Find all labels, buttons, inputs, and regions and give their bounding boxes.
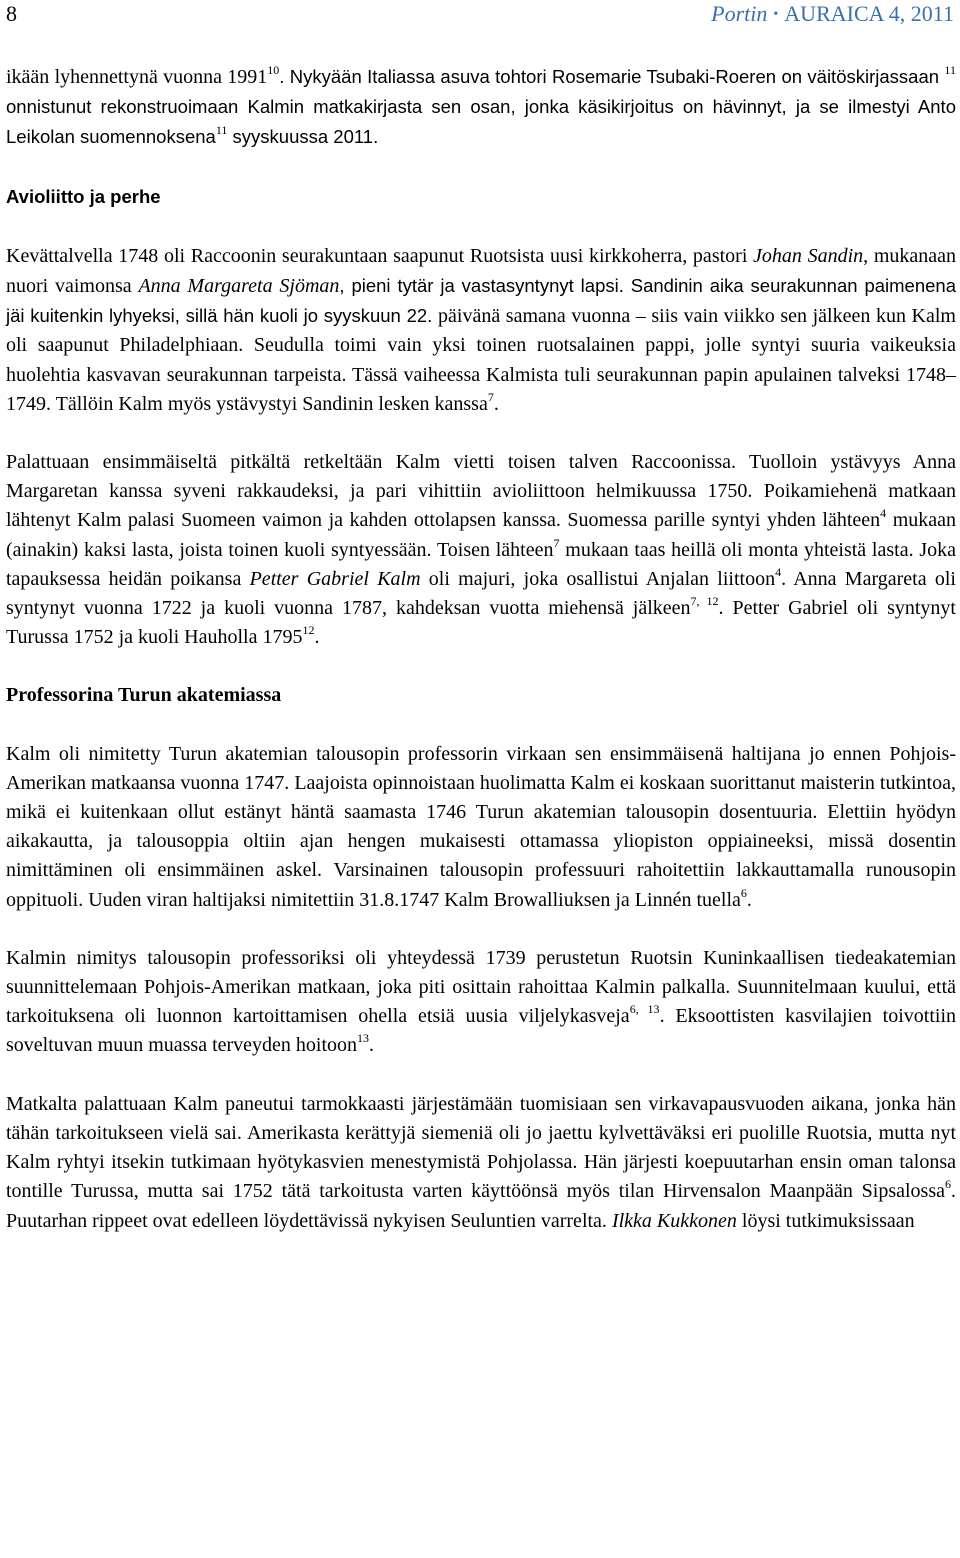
- text-run: Kalmin nimitys talousopin professoriksi oli yhteydessä 1739 perustetun Ruotsin Kuninkaallisen tiedeakatemian suunnittelemaan Pohjois-Amerikan matkaan, joka piti osittain rahoittaa Kalmin palkalla. Suunnitelmaan kuului, että tarkoituksena oli luonnon kartoittamisen ohella etsiä uusia viljelykasveja: [6, 946, 956, 1028]
- paragraph-3: [6, 448, 956, 652]
- text-run: syyskuussa 2011.: [227, 126, 379, 148]
- section-heading-marriage: Avioliitto ja perhe: [6, 185, 161, 207]
- footnote-ref: 4: [775, 564, 782, 579]
- section-heading-professor: Professorina Turun akatemiassa: [6, 684, 282, 707]
- footnote-ref: 4: [880, 506, 887, 521]
- paragraph-6: [6, 1090, 956, 1236]
- footnote-ref: 12: [302, 623, 315, 638]
- text-run: .: [746, 888, 752, 911]
- text-run: .: [493, 392, 499, 415]
- person-name: Petter Gabriel Kalm: [249, 567, 421, 590]
- text-run: Kalm oli nimitetty Turun akatemian talousopin professorin virkaan sen ensimmäisenä haltijana jo ennen Pohjois-Amerikan matkaansa vuonna 1747. Laajoista opinnoistaan huolimatta Kalm ei koskaan suorittanut maisterin tutkintoa, mikä ei kuitenkaan ollut estänyt häntä saamasta 1746 Turun akatemian talousopin dosentuuria. Elettiin hyödyn aikakautta, ja talousoppia oltiin ajan hengen mukaisesti ottamassa yliopiston oppiaineeksi, missä dosentin nimittäminen oli ensimmäinen askel. Varsinainen talousopin professuuri rahoitettiin lakkauttamalla runousopin oppituoli. Uuden viran haltijaksi nimitettiin 31.8.1747 Kalm Browalliuksen ja Linnén tuella: [6, 742, 956, 911]
- text-run: mukaan (ainakin) kaksi lasta, joista toinen kuoli syntyessään. Toisen lähteen: [6, 509, 956, 561]
- text-run: . Anna Margareta oli syntynyt vuonna 1722 ja kuoli vuonna 1787, kahdeksan vuotta miehensä jälkeen: [6, 567, 956, 620]
- footnote-ref: 7: [553, 535, 560, 550]
- running-header: [711, 1, 954, 27]
- text-run: ikään lyhennettynä vuonna 1991: [6, 66, 268, 88]
- running-journal: AURAICA 4, 2011: [784, 1, 954, 26]
- person-name: Ilkka Kukkonen: [611, 1209, 737, 1232]
- footnote-ref: 11: [215, 123, 228, 138]
- text-run: , pieni tytär ja vastasyntynyt lapsi. Sandinin aika seurakunnan paimenena jäi kuitenkin lyhyeksi, sillä hän kuoli jo syyskuun 22.: [6, 275, 956, 327]
- page-header: [0, 0, 960, 36]
- paragraph-4: [6, 740, 956, 915]
- text-run: . Eksoottisten kasvilajien toivottiin soveltuvan muun muassa terveyden hoitoon: [6, 1005, 957, 1057]
- text-run: päivänä samana vuonna – siis vain viikko sen jälkeen kun Kalm oli saapunut Philadelphiaan. Seudulla toimi vain yksi toinen ruotsalainen pappi, jolle syntyi suuria vaikeuksia huolehtia kasvavan seurakunnan tarpeista. Tässä vaiheessa Kalmista tuli seurakunnan papin apulainen talveksi 1748–1749. Tällöin Kalm myös ystävystyi Sandinin lesken kanssa: [6, 305, 956, 415]
- footnote-ref: 6: [945, 1177, 951, 1192]
- running-author: Portin: [711, 1, 768, 26]
- page-number: 8: [6, 1, 17, 26]
- footnote-ref: 6, 13: [629, 1002, 660, 1017]
- paragraph-1: [6, 62, 956, 153]
- text-run: mukaan taas heillä oli monta yhteistä lasta. Joka tapauksessa heidän poikansa: [6, 538, 956, 590]
- footnote-ref: 6: [740, 885, 747, 900]
- footnote-ref: 10: [267, 63, 280, 77]
- body-text: [6, 62, 956, 1236]
- text-run: löysi tutkimuksissaan: [736, 1209, 915, 1232]
- text-run: Matkalta palattuaan Kalm paneutui tarmokkaasti järjestämään tuomisiaan sen virkavapausvuoden aikana, jonka hän tähän tarkoitukseen vielä sai. Amerikasta kerättyjä siemeniä oli jo jaettu kylvettäväksi eri puolille Ruotsia, mutta nyt Kalm ryhtyi itsekin tutkimaan hyötykasvien menestymistä Pohjolassa. Hän järjesti koepuutarhan ensin oman talonsa tontille Turussa, mutta sai 1752 tätä tarkoitusta varten käyttöönsä myös tilan Hirvensalon Maanpään Sipsalossa: [6, 1092, 956, 1203]
- paragraph-5: [6, 944, 956, 1061]
- person-name: Johan Sandin: [753, 244, 864, 267]
- text-run: .: [314, 626, 320, 649]
- paragraph-2: [6, 242, 956, 419]
- text-run: . Puutarhan rippeet ovat edelleen löydettävissä nykyisen Seuluntien varrelta.: [6, 1180, 956, 1232]
- text-run: oli majuri, joka osallistui Anjalan liittoon: [420, 567, 776, 590]
- footnote-ref: 7: [487, 389, 494, 404]
- text-run: Palattuaan ensimmäiseltä pitkältä retkeltään Kalm vietti toisen talven Raccoonissa. Tuolloin ystävyys Anna Margaretan kanssa syveni rakkaudeksi, ja pari vihittiin avioliittoon helmikuussa 1750. Poikamiehenä matkaan lähtenyt Kalm palasi Suomeen vaimon ja kahden ottolapsen kanssa. Suomessa parille syntyi yhden lähteen: [6, 451, 956, 532]
- footnote-ref: 11: [944, 63, 956, 77]
- text-run: . Petter Gabriel oli syntynyt Turussa 1752 ja kuoli Hauholla 1795: [6, 597, 956, 649]
- text-run: onnistunut rekonstruoimaan Kalmin matkakirjasta sen osan, jonka käsikirjoitus on hävinnyt, ja se ilmestyi Anto Leikolan suomennoksena: [6, 96, 956, 148]
- text-run: . Nykyään Italiassa asuva tohtori Rosemarie Tsubaki-Roeren on väitöskirjassaan: [279, 66, 945, 87]
- text-run: Kevättalvella 1748 oli Raccoonin seurakuntaan saapunut Ruotsista uusi kirkkoherra, pastori: [6, 244, 754, 267]
- bullet-separator: •: [773, 7, 779, 22]
- footnote-ref: 13: [357, 1031, 370, 1046]
- text-run: , mukanaan nuori vaimonsa: [6, 244, 957, 298]
- footnote-ref: 7, 12: [690, 594, 719, 609]
- text-run: .: [369, 1034, 375, 1057]
- person-name: Anna Margareta Sjöman: [138, 275, 340, 298]
